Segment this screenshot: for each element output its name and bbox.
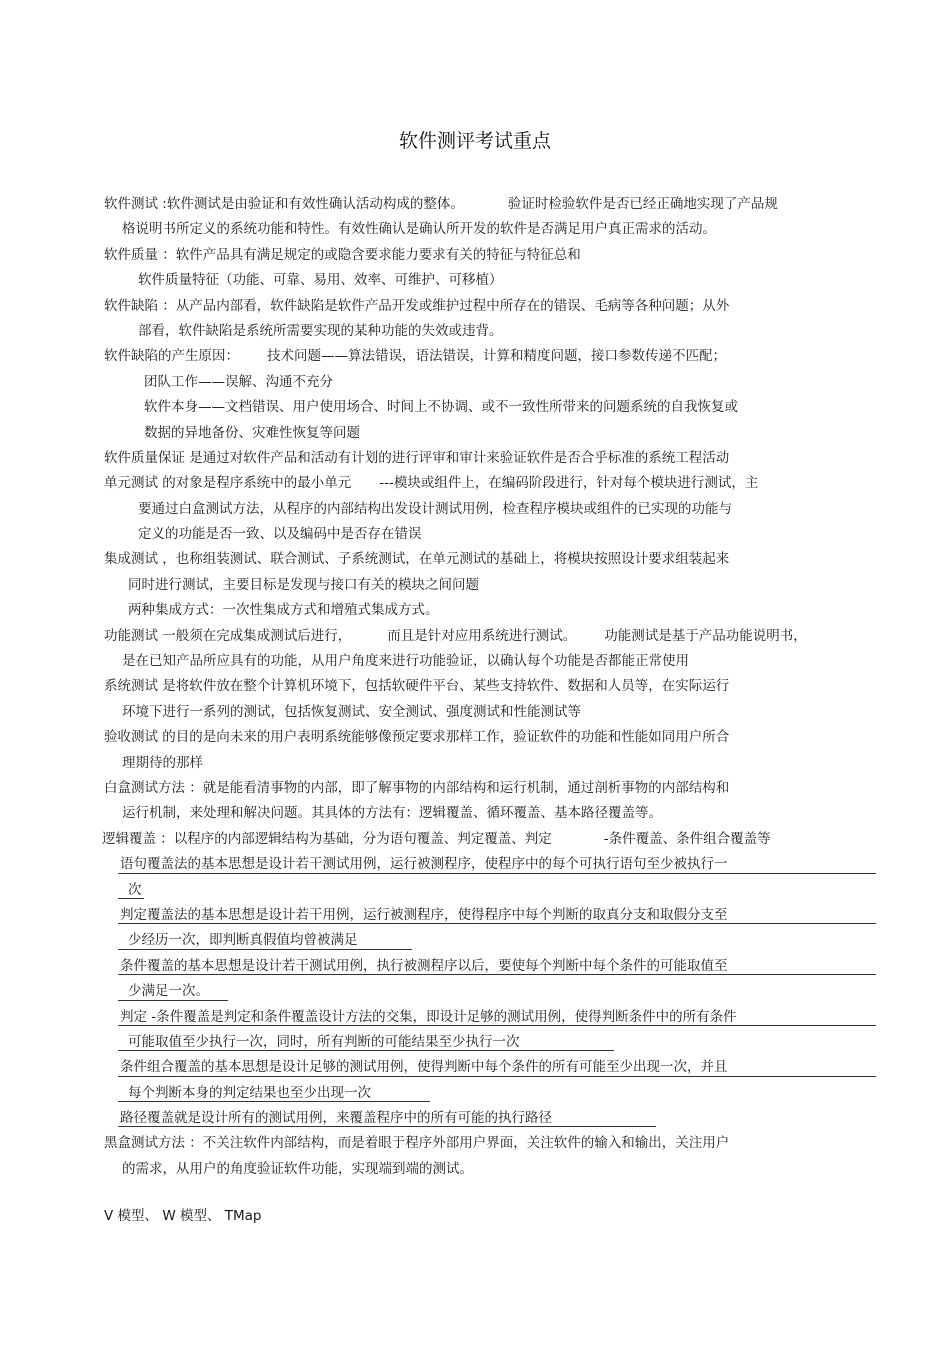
paragraph-line: 软件质量保证 是通过对软件产品和活动有计划的进行评审和审计来验证软件是否合乎标准的系统工程活动 (104, 449, 730, 466)
spacer (104, 1182, 884, 1204)
underlined-line: 可能取值至少执行一次，同时，所有判断的可能结果至少执行一次 (104, 1030, 884, 1055)
underlined-line: 少满足一次。 (104, 979, 884, 1004)
paragraph-line: 团队工作——误解、沟通不充分 (144, 373, 333, 390)
paragraph-line: 集成测试 ，也称组装测试、联合测试、子系统测试，在单元测试的基础上，将模块按照设计要求组装起来 (104, 551, 730, 568)
paragraph-line: 逻辑覆盖 ：以程序的内部逻辑结构为基础，分为语句覆盖、判定覆盖、判定 -条件覆盖、条件组合覆盖等 (102, 830, 771, 847)
paragraph-line: 理期待的那样 (122, 754, 203, 771)
page-title: 软件测评考试重点 (398, 130, 551, 152)
paragraph-line: 单元测试 的对象是程序系统中的最小单元 ---模块或组件上，在编码阶段进行，针对每个模块进行测试，主 (104, 475, 759, 492)
document-body (104, 192, 884, 1230)
paragraph-line: 软件质量特征（功能、可靠、易用、效率、可维护、可移植） (138, 272, 503, 289)
paragraph-line: 运行机制，来处理和解决问题。其具体的方法有：逻辑覆盖、循环覆盖、基本路径覆盖等。 (122, 805, 662, 822)
paragraph-line: 软件缺陷的产生原因： 技术问题——算法错误，语法错误，计算和精度问题，接口参数传递不匹配； (104, 348, 726, 365)
paragraph-line: 系统测试 是将软件放在整个计算机环境下，包括软硬件平台、某些支持软件、数据和人员等，在实际运行 (104, 678, 730, 695)
paragraph-line: 的需求，从用户的角度验证软件功能，实现端到端的测试。 (122, 1160, 473, 1177)
paragraph-line: 黑盒测试方法 ：不关注软件内部结构，而是着眼于程序外部用户界面，关注软件的输入和输出，关注用户 (104, 1135, 730, 1152)
paragraph-line: 环境下进行一系列的测试，包括恢复测试、安全测试、强度测试和性能测试等 (122, 703, 581, 720)
underlined-line: 判定覆盖法的基本思想是设计若干用例，运行被测程序，使得程序中每个判断的取真分支和取假分支至 (104, 903, 884, 928)
paragraph-line: 验收测试 的目的是向未来的用户表明系统能够像预定要求那样工作，验证软件的功能和性能如同用户所合 (104, 729, 730, 746)
paragraph-line: 格说明书所定义的系统功能和特性。有效性确认是确认所开发的软件是否满足用户真正需求的活动。 (122, 221, 716, 238)
underlined-line: 路径覆盖就是设计所有的测试用例，来覆盖程序中的所有可能的执行路径 (104, 1106, 884, 1131)
underlined-line: 次 (104, 878, 884, 903)
models-line: V 模型、 W 模型、 TMap (104, 1208, 262, 1225)
underlined-line: 判定 -条件覆盖是判定和条件覆盖设计方法的交集，即设计足够的测试用例，使得判断条件中的所有条件 (104, 1005, 884, 1030)
underlined-line: 语句覆盖法的基本思想是设计若干测试用例，运行被测程序，使程序中的每个可执行语句至少被执行一 (104, 852, 884, 877)
paragraph-line: 定义的功能是否一致、以及编码中是否存在错误 (138, 526, 422, 543)
paragraph-line: 同时进行测试，主要目标是发现与接口有关的模块之间问题 (128, 576, 479, 593)
paragraph-line: 是在已知产品所应具有的功能，从用户角度来进行功能验证，以确认每个功能是否都能正常使用 (122, 653, 689, 670)
paragraph-line: 数据的异地备份、灾难性恢复等问题 (144, 424, 360, 441)
underlined-line: 条件组合覆盖的基本思想是设计足够的测试用例，使得判断中每个条件的所有可能至少出现一次，并且 (104, 1055, 884, 1080)
paragraph-line: 软件测试 :软件测试是由验证和有效性确认活动构成的整体。 验证时检验软件是否已经正确地实现了产品规 (104, 196, 778, 212)
paragraph-line: 白盒测试方法 ：就是能看清事物的内部，即了解事物的内部结构和运行机制，通过剖析事物的内部结构和 (104, 779, 730, 796)
paragraph-line: 软件本身——文档错误、用户使用场合、时间上不协调、或不一致性所带来的问题系统的自我恢复或 (144, 399, 738, 416)
paragraph-line: 软件质量 ：软件产品具有满足规定的或隐含要求能力要求有关的特征与特征总和 (104, 246, 581, 263)
underlined-line: 每个判断本身的判定结果也至少出现一次 (104, 1081, 884, 1106)
paragraph-line: 两种集成方式：一次性集成方式和增殖式集成方式。 (128, 602, 439, 619)
underlined-line: 少经历一次，即判断真假值均曾被满足 (104, 928, 884, 953)
paragraph-line: 部看，软件缺陷是系统所需要实现的某种功能的失效或违背。 (138, 322, 503, 339)
paragraph-line: 功能测试 一般须在完成集成测试后进行， 而且是针对应用系统进行测试。 功能测试是基于产品功能说明书， (104, 627, 807, 644)
paragraph-line: 要通过白盒测试方法，从程序的内部结构出发设计测试用例，检查程序模块或组件的已实现的功能与 (138, 500, 732, 517)
underlined-line: 条件覆盖的基本思想是设计若干测试用例，执行被测程序以后，要使每个判断中每个条件的可能取值至 (104, 954, 884, 979)
paragraph-line: 软件缺陷 ：从产品内部看，软件缺陷是软件产品开发或维护过程中所存在的错误、毛病等各种问题；从外 (104, 297, 730, 314)
